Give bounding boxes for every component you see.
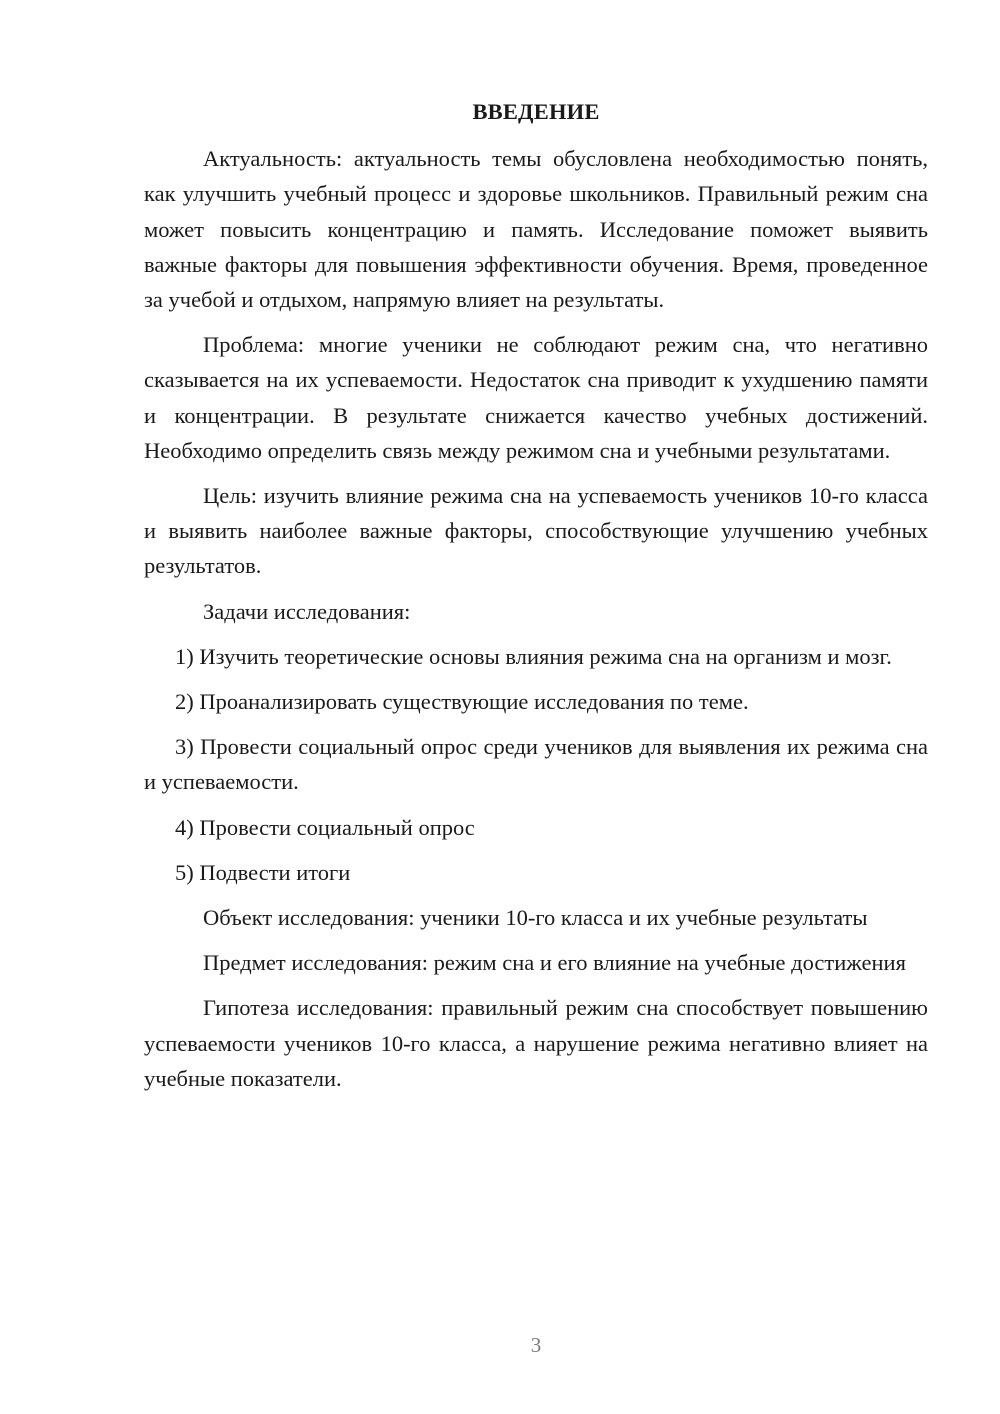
paragraph-problem: Проблема: многие ученики не соблюдают режим сна, что негативно сказывается на их успеваемости. Недостаток сна приводит к ухудшению памяти и концентрации. В результате снижается качество учебных достижений. Необходимо определить связь между режимом сна и учебными результатами. <box>144 332 928 463</box>
paragraph-object: Объект исследования: ученики 10-го класса и их учебные результаты <box>203 905 868 931</box>
task-item-1: 1) Изучить теоретические основы влияния режима сна на организм и мозг. <box>175 643 892 669</box>
task-item-3: 3) Провести социальный опрос среди учеников для выявления их режима сна и успеваемости. <box>144 734 928 795</box>
page-content <box>144 94 928 1106</box>
paragraph-hypothesis: Гипотеза исследования: правильный режим сна способствует повышению успеваемости учеников 10-го класса, а нарушение режима негативно влияет на учебные показатели. <box>144 995 928 1091</box>
paragraph-subject: Предмет исследования: режим сна и его влияние на учебные достижения <box>203 950 906 976</box>
page-number: 3 <box>530 1333 542 1357</box>
paragraph-relevance: Актуальность: актуальность темы обусловлена необходимостью понять, как улучшить учебный процесс и здоровье школьников. Правильный режим сна может повысить концентрацию и память. Исследование поможет выявить важные факторы для повышения эффективности обучения. Время, проведенное за учебой и отдыхом, напрямую влияет на результаты. <box>144 146 928 313</box>
task-item-4: 4) Провести социальный опрос <box>175 814 475 840</box>
paragraph-goal: Цель: изучить влияние режима сна на успеваемость учеников 10-го класса и выявить наиболее важные факторы, способствующие улучшению учебных результатов. <box>144 483 928 579</box>
task-item-5: 5) Подвести итоги <box>175 859 351 885</box>
task-item-2: 2) Проанализировать существующие исследования по теме. <box>175 689 749 715</box>
section-title: ВВЕДЕНИЕ <box>472 99 600 124</box>
paragraph-tasks-heading: Задачи исследования: <box>203 598 411 624</box>
